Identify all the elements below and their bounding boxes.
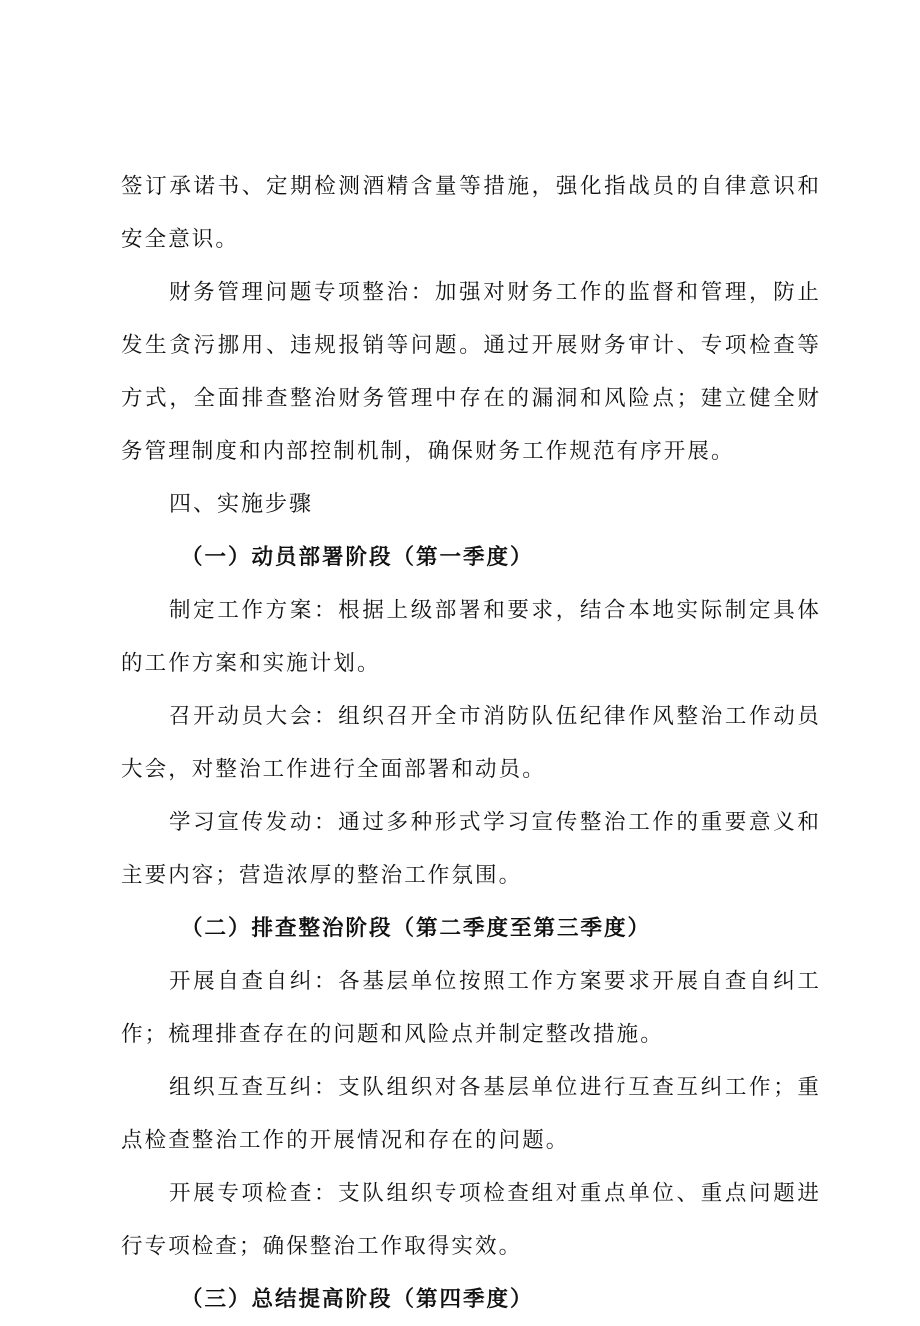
paragraph-mutual-inspection: 组织互查互纠：支队组织对各基层单位进行互查互纠工作；重点检查整治工作的开展情况和存在的问题。 — [121, 1075, 821, 1153]
paragraph-mobilization-meeting: 召开动员大会：组织召开全市消防队伍纪律作风整治工作动员大会，对整治工作进行全面部署和动员。 — [121, 704, 821, 782]
paragraph-finance-rectification: 财务管理问题专项整治：加强对财务工作的监督和管理，防止发生贪污挪用、违规报销等问题。通过开展财务审计、专项检查等方式，全面排查整治财务管理中存在的漏洞和风险点；建立健全财务管理制度和内部控制机制，确保财务工作规范有序开展。 — [121, 280, 821, 464]
subheading-mobilization-stage: （一）动员部署阶段（第一季度） — [181, 545, 534, 570]
paragraph-publicity: 学习宣传发动：通过多种形式学习宣传整治工作的重要意义和主要内容；营造浓厚的整治工作氛围。 — [121, 810, 821, 888]
document-body — [121, 160, 821, 1326]
paragraph-self-inspection: 开展自查自纠：各基层单位按照工作方案要求开展自查自纠工作；梳理排查存在的问题和风险点并制定整改措施。 — [121, 969, 821, 1047]
subheading-investigation-stage: （二）排查整治阶段（第二季度至第三季度） — [181, 916, 652, 941]
paragraph-continuation: 签订承诺书、定期检测酒精含量等措施，强化指战员的自律意识和安全意识。 — [121, 174, 821, 252]
paragraph-special-inspection: 开展专项检查：支队组织专项检查组对重点单位、重点问题进行专项检查；确保整治工作取得实效。 — [121, 1181, 821, 1259]
subheading-summary-stage: （三）总结提高阶段（第四季度） — [181, 1287, 534, 1312]
section-heading-implementation-steps: 四、实施步骤 — [169, 492, 314, 517]
paragraph-work-plan: 制定工作方案：根据上级部署和要求，结合本地实际制定具体的工作方案和实施计划。 — [121, 598, 821, 676]
